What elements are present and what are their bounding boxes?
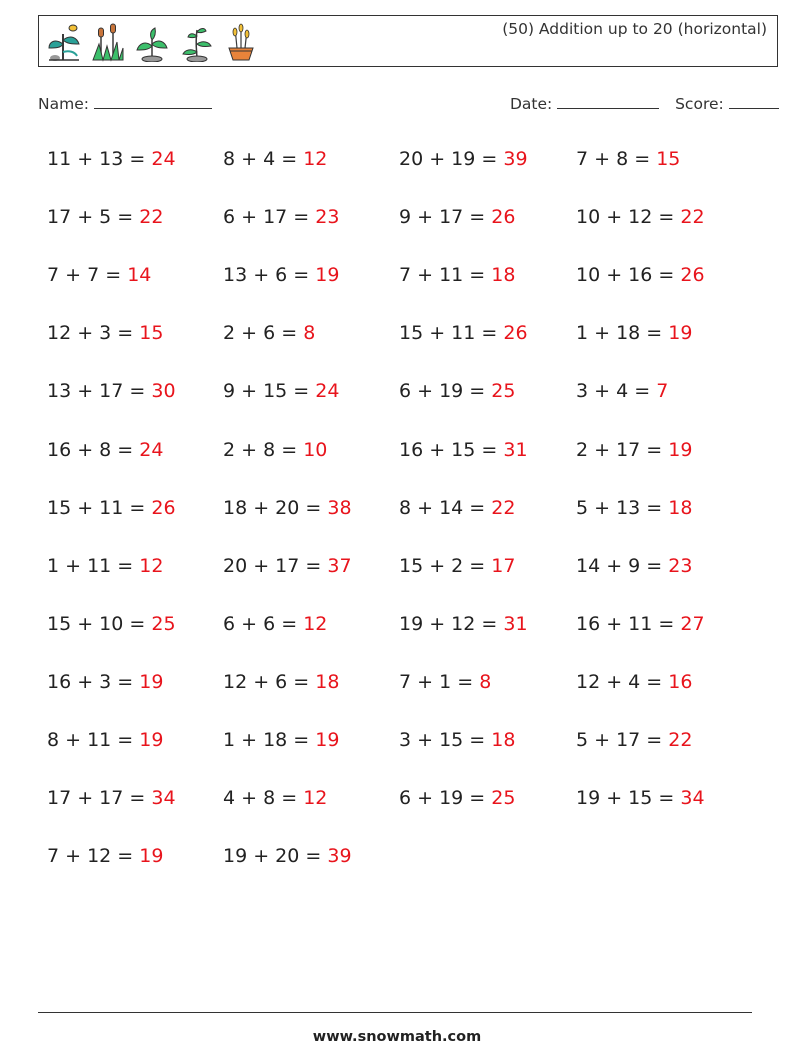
problem-answer: 18 bbox=[315, 670, 340, 693]
problem-expression: 15 + 11 = bbox=[47, 496, 152, 519]
problem-answer: 12 bbox=[303, 787, 328, 810]
problem-expression: 9 + 17 = bbox=[399, 206, 492, 229]
problem-expression: 19 + 15 = bbox=[576, 787, 681, 810]
problem-41 bbox=[47, 729, 163, 751]
problem-answer: 25 bbox=[491, 787, 516, 810]
problem-expression: 16 + 15 = bbox=[399, 438, 504, 461]
problem-18 bbox=[223, 380, 339, 402]
problem-expression: 3 + 4 = bbox=[576, 380, 657, 403]
problem-29 bbox=[47, 555, 163, 577]
problem-12 bbox=[576, 264, 705, 286]
problem-expression: 1 + 18 = bbox=[223, 729, 316, 751]
problem-answer: 15 bbox=[139, 322, 164, 345]
problem-expression: 6 + 17 = bbox=[223, 206, 316, 229]
problem-44 bbox=[576, 729, 692, 751]
problem-expression: 1 + 11 = bbox=[47, 554, 140, 577]
problem-48 bbox=[576, 787, 705, 809]
problem-35 bbox=[399, 613, 528, 635]
problem-11 bbox=[399, 264, 515, 286]
problem-answer: 19 bbox=[315, 729, 340, 751]
problem-43 bbox=[399, 729, 515, 751]
problem-15 bbox=[399, 322, 528, 344]
problem-answer: 31 bbox=[503, 612, 528, 635]
footer-divider bbox=[38, 1012, 752, 1013]
problem-34 bbox=[223, 613, 327, 635]
problem-answer: 26 bbox=[491, 206, 516, 229]
problem-expression: 20 + 17 = bbox=[223, 554, 328, 577]
problem-answer: 34 bbox=[680, 787, 705, 810]
problem-expression: 5 + 13 = bbox=[576, 496, 669, 519]
problem-33 bbox=[47, 613, 176, 635]
problem-expression: 10 + 16 = bbox=[576, 264, 681, 287]
problem-50 bbox=[223, 845, 352, 867]
problem-answer: 8 bbox=[479, 670, 492, 693]
problem-answer: 22 bbox=[139, 206, 164, 229]
problem-answer: 19 bbox=[315, 264, 340, 287]
problem-47 bbox=[399, 787, 515, 809]
problem-answer: 39 bbox=[503, 148, 528, 170]
problem-answer: 25 bbox=[491, 380, 516, 403]
problem-4 bbox=[576, 148, 680, 170]
name-label: Name: bbox=[38, 95, 89, 113]
leafy-plant-icon bbox=[131, 22, 173, 62]
problem-answer: 8 bbox=[303, 322, 316, 345]
score-blank[interactable] bbox=[729, 94, 779, 109]
problem-answer: 26 bbox=[503, 322, 528, 345]
problem-expression: 2 + 6 = bbox=[223, 322, 304, 345]
problem-answer: 18 bbox=[491, 264, 516, 287]
problem-answer: 38 bbox=[327, 496, 352, 519]
date-label: Date: bbox=[510, 95, 553, 113]
problem-17 bbox=[47, 380, 176, 402]
problem-expression: 13 + 17 = bbox=[47, 380, 152, 403]
problem-8 bbox=[576, 206, 705, 228]
problem-answer: 23 bbox=[668, 554, 693, 577]
problem-22 bbox=[223, 439, 327, 461]
problem-23 bbox=[399, 439, 528, 461]
problem-expression: 16 + 3 = bbox=[47, 670, 140, 693]
problem-answer: 12 bbox=[303, 148, 328, 170]
problem-answer: 27 bbox=[680, 612, 705, 635]
date-blank[interactable] bbox=[557, 94, 659, 109]
problem-expression: 19 + 20 = bbox=[223, 845, 328, 868]
problem-answer: 10 bbox=[303, 438, 328, 461]
problem-46 bbox=[223, 787, 327, 809]
problem-expression: 18 + 20 = bbox=[223, 496, 328, 519]
problem-45 bbox=[47, 787, 176, 809]
problem-answer: 25 bbox=[151, 612, 176, 635]
problem-16 bbox=[576, 322, 692, 344]
plant-with-bee-icon bbox=[43, 22, 85, 62]
problem-expression: 7 + 1 = bbox=[399, 670, 480, 693]
problem-expression: 3 + 15 = bbox=[399, 729, 492, 751]
problem-answer: 15 bbox=[656, 148, 681, 170]
problem-expression: 8 + 14 = bbox=[399, 496, 492, 519]
problem-3 bbox=[399, 148, 528, 170]
problem-answer: 7 bbox=[656, 380, 669, 403]
problem-31 bbox=[399, 555, 515, 577]
worksheet-header bbox=[38, 15, 778, 67]
problem-expression: 2 + 17 = bbox=[576, 438, 669, 461]
footer-website: www.snowmath.com bbox=[312, 1029, 482, 1045]
problem-expression: 16 + 11 = bbox=[576, 612, 681, 635]
problem-answer: 12 bbox=[139, 554, 164, 577]
problem-5 bbox=[47, 206, 163, 228]
problem-21 bbox=[47, 439, 163, 461]
problem-49 bbox=[47, 845, 163, 867]
problem-expression: 11 + 13 = bbox=[47, 148, 152, 170]
cattail-grass-icon bbox=[89, 22, 127, 62]
problem-expression: 6 + 19 = bbox=[399, 787, 492, 810]
problem-expression: 12 + 3 = bbox=[47, 322, 140, 345]
problem-answer: 16 bbox=[668, 670, 693, 693]
problem-answer: 31 bbox=[503, 438, 528, 461]
problem-answer: 19 bbox=[139, 729, 164, 751]
problem-expression: 2 + 8 = bbox=[223, 438, 304, 461]
problem-9 bbox=[47, 264, 151, 286]
problem-answer: 19 bbox=[668, 322, 693, 345]
problem-answer: 19 bbox=[139, 670, 164, 693]
problem-1 bbox=[47, 148, 176, 170]
problem-answer: 14 bbox=[127, 264, 152, 287]
problem-answer: 37 bbox=[327, 554, 352, 577]
problem-expression: 7 + 7 = bbox=[47, 264, 128, 287]
problem-answer: 24 bbox=[139, 438, 164, 461]
problem-expression: 5 + 17 = bbox=[576, 729, 669, 751]
problem-2 bbox=[223, 148, 327, 170]
problem-expression: 17 + 5 = bbox=[47, 206, 140, 229]
problem-answer: 24 bbox=[315, 380, 340, 403]
problem-42 bbox=[223, 729, 339, 751]
problem-expression: 8 + 4 = bbox=[223, 148, 304, 170]
problem-28 bbox=[576, 497, 692, 519]
problem-answer: 34 bbox=[151, 787, 176, 810]
problem-19 bbox=[399, 380, 515, 402]
problem-expression: 12 + 6 = bbox=[223, 670, 316, 693]
problem-32 bbox=[576, 555, 692, 577]
problem-answer: 19 bbox=[139, 845, 164, 868]
problem-expression: 13 + 6 = bbox=[223, 264, 316, 287]
problem-24 bbox=[576, 439, 692, 461]
problem-40 bbox=[576, 671, 692, 693]
problem-expression: 7 + 12 = bbox=[47, 845, 140, 868]
problem-expression: 15 + 10 = bbox=[47, 612, 152, 635]
problem-13 bbox=[47, 322, 163, 344]
problem-answer: 12 bbox=[303, 612, 328, 635]
problem-expression: 15 + 11 = bbox=[399, 322, 504, 345]
problem-answer: 18 bbox=[491, 729, 516, 751]
problem-expression: 12 + 4 = bbox=[576, 670, 669, 693]
problem-answer: 23 bbox=[315, 206, 340, 229]
problem-39 bbox=[399, 671, 491, 693]
problem-expression: 7 + 11 = bbox=[399, 264, 492, 287]
problem-expression: 7 + 8 = bbox=[576, 148, 657, 170]
problem-answer: 26 bbox=[151, 496, 176, 519]
problem-7 bbox=[399, 206, 515, 228]
problem-expression: 6 + 6 = bbox=[223, 612, 304, 635]
problem-25 bbox=[47, 497, 176, 519]
date-score-fields bbox=[510, 94, 779, 113]
problem-answer: 39 bbox=[327, 845, 352, 868]
score-label: Score: bbox=[675, 95, 724, 113]
problem-expression: 10 + 12 = bbox=[576, 206, 681, 229]
problem-10 bbox=[223, 264, 339, 286]
problem-answer: 30 bbox=[151, 380, 176, 403]
problem-26 bbox=[223, 497, 352, 519]
problem-14 bbox=[223, 322, 315, 344]
problem-answer: 18 bbox=[668, 496, 693, 519]
problem-expression: 16 + 8 = bbox=[47, 438, 140, 461]
problem-30 bbox=[223, 555, 352, 577]
problem-answer: 26 bbox=[680, 264, 705, 287]
problem-answer: 22 bbox=[680, 206, 705, 229]
potted-wheat-icon bbox=[223, 22, 259, 62]
problem-answer: 19 bbox=[668, 438, 693, 461]
problem-27 bbox=[399, 497, 515, 519]
problem-expression: 14 + 9 = bbox=[576, 554, 669, 577]
problem-expression: 19 + 12 = bbox=[399, 612, 504, 635]
problem-expression: 17 + 17 = bbox=[47, 787, 152, 810]
sprout-icon bbox=[179, 22, 215, 62]
name-field bbox=[38, 94, 212, 113]
problem-expression: 9 + 15 = bbox=[223, 380, 316, 403]
problem-answer: 17 bbox=[491, 554, 516, 577]
worksheet-title: (50) Addition up to 20 (horizontal) bbox=[502, 20, 767, 38]
problem-expression: 15 + 2 = bbox=[399, 554, 492, 577]
problem-answer: 24 bbox=[151, 148, 176, 170]
problem-answer: 22 bbox=[491, 496, 516, 519]
problem-expression: 8 + 11 = bbox=[47, 729, 140, 751]
problem-expression: 4 + 8 = bbox=[223, 787, 304, 810]
problem-expression: 1 + 18 = bbox=[576, 322, 669, 345]
problem-38 bbox=[223, 671, 339, 693]
name-blank[interactable] bbox=[94, 94, 212, 109]
problem-answer: 22 bbox=[668, 729, 693, 751]
problem-20 bbox=[576, 380, 668, 402]
problem-expression: 20 + 19 = bbox=[399, 148, 504, 170]
problem-37 bbox=[47, 671, 163, 693]
problem-6 bbox=[223, 206, 339, 228]
problem-36 bbox=[576, 613, 705, 635]
problem-expression: 6 + 19 = bbox=[399, 380, 492, 403]
